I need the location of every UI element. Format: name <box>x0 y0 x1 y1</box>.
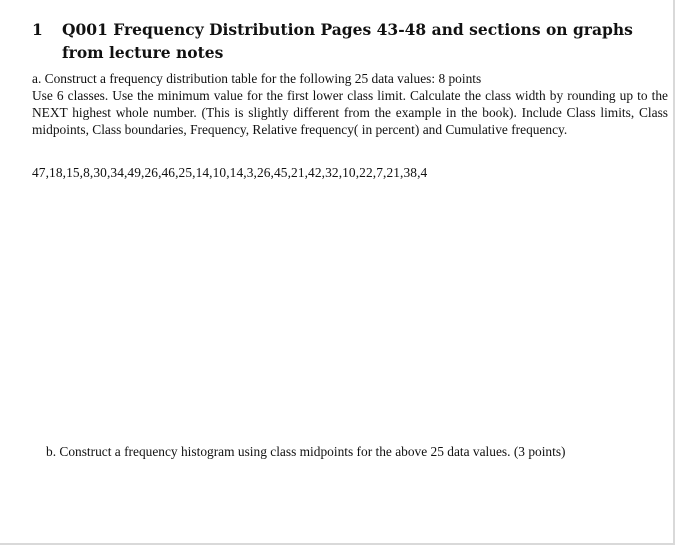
part-a-first-line: a. Construct a frequency distribution table for the following 25 data values: 8 points <box>32 71 482 86</box>
part-a-instructions <box>32 70 668 138</box>
question-heading <box>32 18 662 64</box>
part-a-body: Use 6 classes. Use the minimum value for the first lower class limit. Calculate the class width by rounding up to the NEXT highest whole number. (This is slightly different from the example in the book). Include Class limits, Class midpoints, Class boundaries, Frequency, Relative frequency( in percent) and Cumulative frequency. <box>32 88 668 137</box>
data-values-list: 47,18,15,8,30,34,49,26,46,25,14,10,14,3,26,45,21,42,32,10,22,7,21,38,4 <box>32 165 428 180</box>
part-b-instructions: b. Construct a frequency histogram using class midpoints for the above 25 data values. (3 points) <box>46 444 566 459</box>
question-title: Q001 Frequency Distribution Pages 43-48 and sections on graphs from lecture notes <box>62 20 633 62</box>
question-number: 1 <box>32 20 43 39</box>
